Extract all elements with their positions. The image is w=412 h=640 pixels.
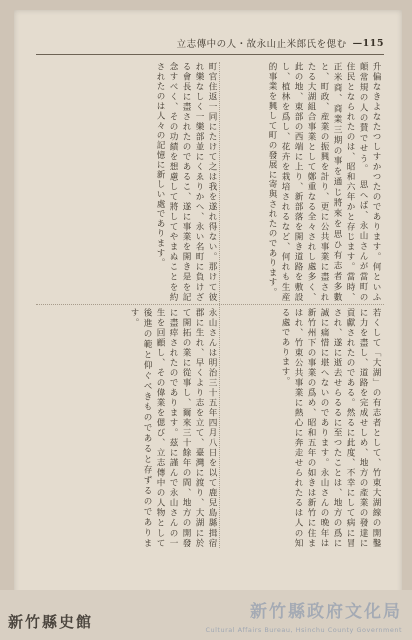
section-divider <box>36 304 384 305</box>
header-title: 立志傳中の人・故永山止米郎氏を偲む <box>176 39 347 50</box>
text-block-upper-left: 町官住返一同にたけて之は我を遂れ得ない。那けて彼れ樂なしく一樂部並にくゑりかへ、永い名町に負けざる會長に盡されたのであるこ、遂に事業を開き是を記念すべく、その功績を想慮して將してやまぬことを約されたのは人々の記憶に新しい處であります。 <box>155 62 217 302</box>
text-block-lower-right: 若くして「大湖」の有志者として、竹東大湖線の開鑿に力を盡し、道路を完成せしめ、地方の產業の發達に貢獻されたのである。然るに此度、不幸にして病に冒され、遂に逝去せらるるに至つたことは、地方の爲に誠に痛惜に堪へないのであります。永山さんの晩年は新竹州下の事業の爲め、昭和五年の如きは新竹に住まはれ、竹東公共事業に熱心に奔走せられたるは人の知る處であります。 <box>280 308 381 548</box>
watermark-logo-text: 新竹縣政府文化局 <box>250 602 402 622</box>
running-header <box>36 32 384 54</box>
watermark-subtitle: Cultural Affairs Bureau, Hsinchu County Government <box>205 626 402 634</box>
header-rule <box>36 54 384 55</box>
text-block-lower-left: 永山さんは明治三十五年四月八日を以て鹿兒島縣揖宿郡に生れ、早くより志を立て、臺灣に渡り、大湖に於て開拓の業に從事し、爾來三十餘年の間、地方の開發に盡瘁されたのであります。茲に謹んで永山さんの一生を回顧し、その偉業を偲び、立志傳中の人物として後進の範と仰ぐべきものであると存ずるのであります。 <box>129 308 217 548</box>
page-number: —115 <box>352 37 384 49</box>
document-page <box>14 10 402 610</box>
text-block-upper-right: 升偏なきよなたつしすかつたのであります。何といふ顛常規の人の賛でせう。 思へば、永山さんが當町の住民となられたのは、昭和六年かと存じます。當時、正米商、商業三期の事を通じ將來を思ひ有志者多數と、町政、産業の振興を計り、更に公共事業に盡されたる大湖組合事業として鄭重なる全々されし處多く、此の地、東部の西端に上り、新部落を開き道路を敷設し、植林を爲し、花卉を栽培されるなど、何れも生産的事業を興して町の發展に寄與されたのであります。 <box>267 62 381 302</box>
library-stamp: 新竹縣史館 <box>8 613 94 631</box>
footer-bar <box>0 590 412 640</box>
